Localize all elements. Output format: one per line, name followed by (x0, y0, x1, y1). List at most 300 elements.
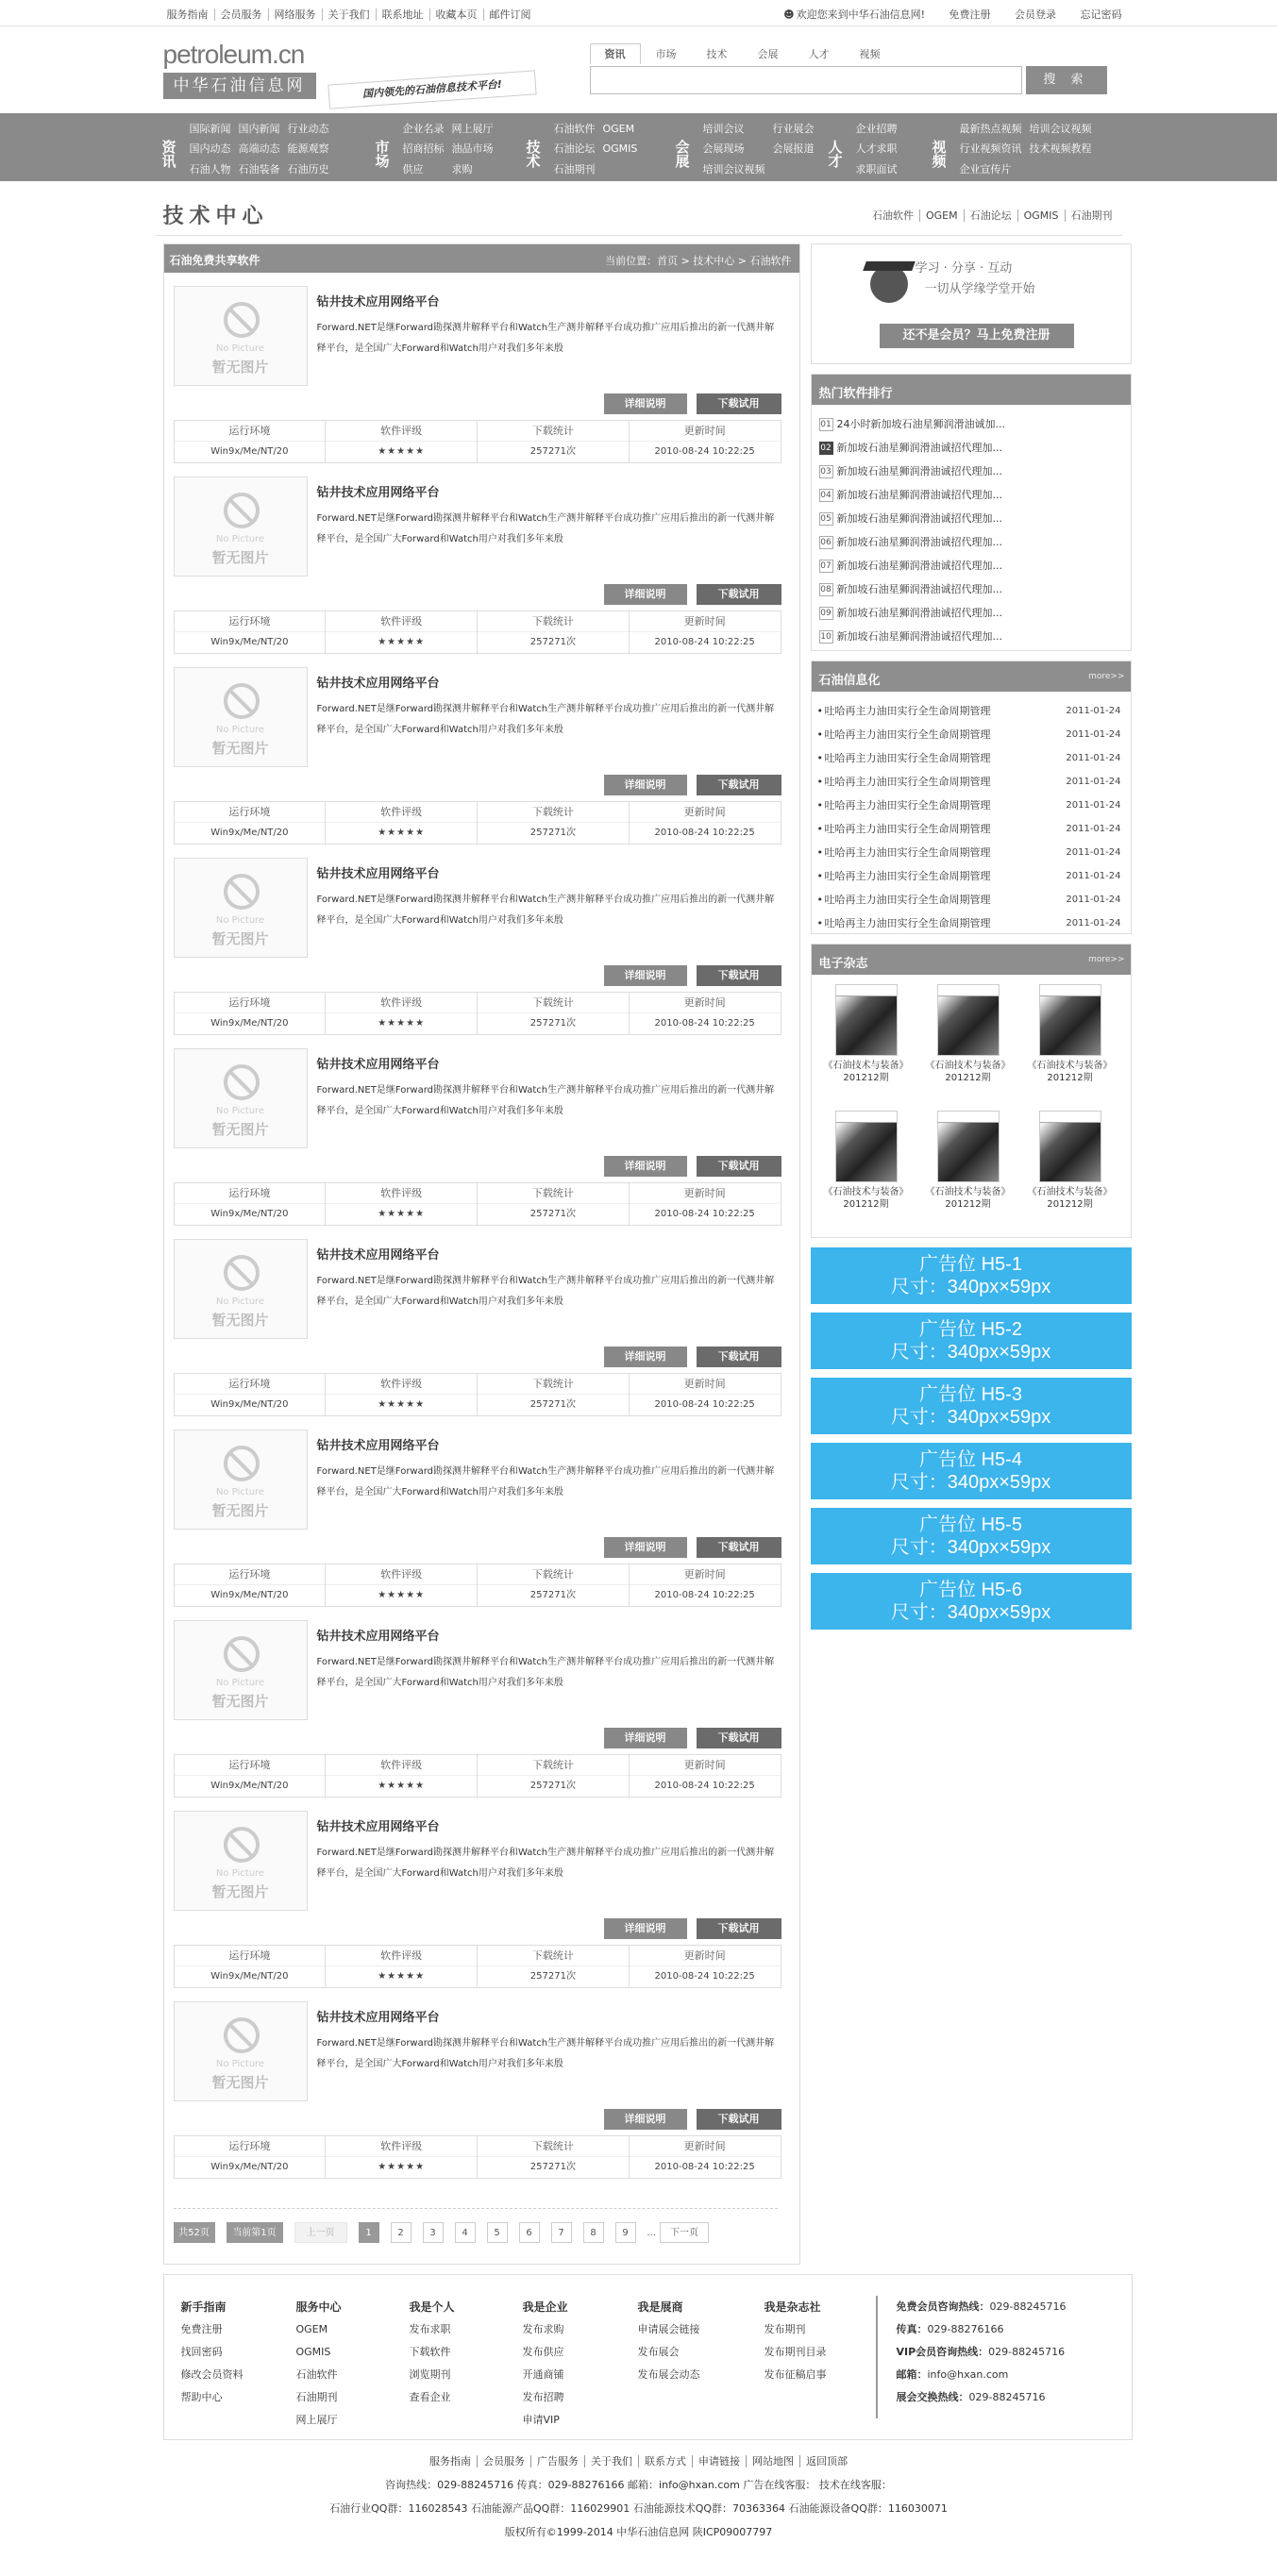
nav-link[interactable]: 企业名录 (402, 123, 445, 135)
footer-link[interactable]: 开通商铺 (522, 2368, 564, 2381)
software-desc: Forward.NET是继Forward勘探测井解释平台和Watch生产测井解释平台成功推广应用后推出的新一代测井解释平台，是全国广大Forward和Watch用户对我们多年来殷 (316, 1657, 775, 1688)
footer-link[interactable]: OGEM (295, 2323, 328, 2335)
stat-cell (478, 1755, 630, 1797)
nav-link[interactable]: 石油软件 (553, 123, 596, 135)
no-picture-thumb[interactable] (174, 1430, 308, 1530)
stat-value: Win9x/Me/NT/20 (210, 1399, 289, 1410)
download-button[interactable]: 下载试用 (697, 965, 781, 986)
contact-label: 邮箱： (896, 2368, 928, 2381)
software-title[interactable]: 钻井技术应用网络平台 (316, 1248, 440, 1263)
no-picture-thumb[interactable] (174, 477, 308, 577)
news-item[interactable] (812, 841, 1131, 864)
rating-stars: ★★★★★ (378, 1971, 426, 1982)
stat-label: 下载统计 (478, 1374, 629, 1395)
contact-row (897, 2386, 1067, 2409)
bottom-nav-link[interactable]: 会员服务 (478, 2455, 531, 2467)
software-stats (174, 992, 781, 1035)
footer-column-title: 新手指南 (180, 2300, 227, 2314)
contact-row (897, 2364, 1067, 2386)
footer-link[interactable]: 石油期刊 (295, 2391, 338, 2403)
nav-link[interactable]: 行业展会 (772, 123, 815, 135)
software-desc: Forward.NET是继Forward勘探测井解释平台和Watch生产测井解释平台成功推广应用后推出的新一代测井解释平台，是全国广大Forward和Watch用户对我们多年来殷 (316, 1276, 775, 1307)
magazine-item[interactable] (819, 1111, 914, 1233)
search-input[interactable] (590, 66, 1022, 94)
magazine-cover (1039, 1111, 1101, 1182)
rank-number: 01 (820, 420, 832, 429)
logo-cn[interactable]: 中华石油信息网 (163, 73, 316, 99)
nav-link[interactable]: 石油装备 (238, 162, 280, 176)
ad-banner[interactable] (811, 1573, 1132, 1630)
nav-link[interactable]: 最新热点视频 (959, 123, 1022, 135)
download-button[interactable]: 下载试用 (697, 393, 781, 414)
stat-cell (630, 421, 781, 462)
software-title[interactable]: 钻井技术应用网络平台 (316, 1630, 440, 1644)
stat-cell (175, 802, 327, 844)
magazine-cover (1039, 984, 1101, 1056)
rank-item[interactable] (812, 436, 1131, 460)
news-item[interactable] (812, 723, 1131, 746)
stat-cell (478, 421, 630, 462)
stat-label: 更新时间 (630, 993, 781, 1013)
nav-link[interactable]: 网上展厅 (451, 123, 494, 135)
contact-value: 029-88276166 (927, 2323, 1004, 2335)
detail-button[interactable]: 详细说明 (604, 2109, 687, 2130)
nav-link[interactable]: 石油人物 (189, 162, 231, 176)
header (156, 26, 1122, 113)
rating-stars: ★★★★★ (378, 1018, 426, 1029)
bottom-nav-link[interactable]: 返回顶部 (806, 2455, 848, 2467)
nav-link[interactable]: 培训会议视频 (1029, 123, 1092, 135)
page-number[interactable]: 3 (423, 2222, 444, 2243)
bottom-nav-link[interactable]: 广告服务 (531, 2455, 585, 2467)
bottom-nav (156, 2453, 1122, 2468)
footer-link[interactable]: 申请VIP (522, 2414, 560, 2426)
footer-column-title: 服务中心 (295, 2300, 342, 2314)
top-link[interactable]: 联系地址 (377, 8, 430, 21)
news-item[interactable] (812, 864, 1131, 888)
news-title: 吐哈再主力油田实行全生命周期管理 (824, 894, 991, 906)
page-number[interactable]: 7 (551, 2222, 572, 2243)
member-promo (811, 243, 1132, 364)
bottom-qq: 石油行业QQ群：116028543 石油能源产品QQ群：116029901 石油能源技术QQ群：70363364 石油能源设备QQ群：116030071 (329, 2502, 948, 2515)
footer-link[interactable]: 发布求购 (522, 2323, 564, 2335)
magazine-cover (835, 984, 898, 1056)
info-more-link[interactable]: more>> (1088, 672, 1125, 681)
software-title[interactable]: 钻井技术应用网络平台 (316, 295, 440, 309)
stat-value: 2010-08-24 10:22:25 (654, 1399, 755, 1410)
footer-link[interactable]: 发布求职 (409, 2323, 451, 2335)
search-button[interactable]: 搜 索 (1026, 66, 1107, 94)
stat-cell (175, 1755, 327, 1797)
nav-link[interactable]: 能源观察 (287, 142, 329, 156)
nav-link[interactable]: 石油期刊 (553, 162, 596, 176)
footer-link[interactable]: 发布期刊 (764, 2323, 806, 2335)
rating-stars: ★★★★★ (378, 1781, 426, 1791)
rank-item[interactable] (812, 530, 1131, 554)
nav-link[interactable]: 行业动态 (287, 123, 329, 135)
bottom-nav-link[interactable]: 关于我们 (585, 2455, 639, 2467)
rank-number: 08 (820, 585, 832, 594)
search-tab[interactable]: 市场 (655, 48, 677, 60)
list-header (164, 244, 799, 273)
rank-item[interactable] (812, 483, 1131, 507)
no-picture-thumb[interactable] (174, 2001, 308, 2101)
nav-link[interactable]: 石油论坛 (553, 142, 596, 156)
search-tab[interactable]: 视频 (859, 48, 881, 60)
magazine-cover (937, 984, 1000, 1056)
graduate-icon (870, 265, 908, 303)
ad-size: 尺寸：340px×59px (890, 1277, 1051, 1297)
footer-column (523, 2296, 568, 2432)
ad-banner[interactable] (811, 1508, 1132, 1564)
nav-link[interactable]: 高端动态 (238, 142, 280, 156)
software-title[interactable]: 钻井技术应用网络平台 (316, 867, 440, 881)
stat-value: 257271次 (529, 1399, 576, 1410)
rank-text: 新加坡石油星狮润滑油诚招代理加... (836, 536, 1002, 548)
ad-size: 尺寸：340px×59px (890, 1472, 1051, 1493)
software-title[interactable]: 钻井技术应用网络平台 (316, 1820, 440, 1834)
nav-group (373, 113, 494, 181)
top-link[interactable]: 邮件订阅 (489, 8, 531, 21)
software-title[interactable]: 钻井技术应用网络平台 (316, 1058, 440, 1072)
emagazine (811, 944, 1132, 1238)
stat-label: 下载统计 (478, 1564, 629, 1585)
rank-item[interactable] (812, 412, 1131, 436)
footer-link[interactable]: 修改会员资料 (180, 2368, 244, 2381)
rating-stars: ★★★★★ (378, 1399, 426, 1410)
section-tab[interactable]: OGMIS (1018, 209, 1066, 222)
software-title[interactable]: 钻井技术应用网络平台 (316, 486, 440, 500)
section-tabs (866, 208, 1118, 223)
stat-value: 257271次 (529, 1018, 576, 1029)
news-title: 吐哈再主力油田实行全生命周期管理 (824, 776, 991, 788)
news-item[interactable] (812, 888, 1131, 912)
download-button[interactable]: 下载试用 (697, 1347, 781, 1367)
footer-link[interactable]: 免费注册 (180, 2323, 223, 2335)
page-number[interactable]: 4 (455, 2222, 476, 2243)
footer-column-title: 我是杂志社 (764, 2300, 821, 2314)
stat-value: 2010-08-24 10:22:25 (654, 828, 755, 838)
news-item[interactable] (812, 770, 1131, 794)
nav-link[interactable]: 企业招聘 (855, 123, 898, 135)
no-picture-thumb[interactable] (174, 667, 308, 767)
rank-item[interactable] (812, 577, 1131, 601)
footer-link[interactable]: 发布招聘 (522, 2391, 564, 2403)
magazine-item[interactable] (819, 984, 914, 1107)
nav-link[interactable]: 行业视频资讯 (959, 142, 1022, 156)
download-button[interactable]: 下载试用 (697, 1918, 781, 1939)
stat-label: 更新时间 (630, 421, 781, 442)
prev-page-button[interactable]: 上一页 (294, 2222, 347, 2243)
stat-label: 运行环境 (175, 421, 326, 442)
forgot-link[interactable]: 忘记密码 (1080, 8, 1122, 21)
login-link[interactable]: 会员登录 (1015, 8, 1056, 21)
bottom-nav-link[interactable]: 申请链接 (693, 2455, 747, 2467)
download-button[interactable]: 下载试用 (697, 1728, 781, 1748)
top-link[interactable]: 关于我们 (323, 8, 377, 21)
news-date: 2011-01-24 (1066, 871, 1121, 881)
no-picture-thumb[interactable] (174, 1620, 308, 1720)
no-picture-text: 暂无图片 (211, 359, 269, 376)
footer-link[interactable]: OGMIS (295, 2346, 331, 2358)
news-item[interactable] (812, 746, 1131, 770)
footer-links (163, 2274, 1133, 2440)
stat-label: 更新时间 (630, 802, 781, 823)
nav-link[interactable]: 国内新闻 (238, 123, 280, 135)
no-picture-text: 暂无图片 (211, 740, 269, 757)
page-number[interactable]: 6 (519, 2222, 540, 2243)
rating-stars: ★★★★★ (378, 1590, 426, 1600)
rank-item[interactable] (812, 554, 1131, 577)
stat-cell (478, 993, 630, 1034)
rank-item[interactable] (812, 625, 1131, 648)
stat-cell (478, 802, 630, 844)
nav-link[interactable]: OGEM (602, 123, 635, 135)
software-stats (174, 1182, 781, 1226)
next-page-button[interactable]: 下一页 (660, 2222, 709, 2243)
top-link[interactable]: 服务指南 (161, 8, 215, 21)
software-item (174, 667, 780, 843)
magazine-more-link[interactable]: more>> (1088, 955, 1125, 964)
magazine-item[interactable] (1023, 984, 1117, 1107)
news-item[interactable] (812, 912, 1131, 935)
footer-link[interactable]: 申请展会链接 (637, 2323, 700, 2335)
stat-label: 运行环境 (175, 1946, 326, 1966)
rank-number: 06 (820, 538, 832, 547)
no-picture-text: 暂无图片 (211, 1502, 269, 1519)
no-picture-thumb[interactable] (174, 1811, 308, 1911)
software-item (174, 1620, 780, 1796)
nav-link[interactable]: 培训会议 (702, 123, 745, 135)
stat-value: 257271次 (529, 1209, 576, 1219)
detail-button[interactable]: 详细说明 (604, 1537, 687, 1558)
stat-label: 软件评级 (326, 1183, 477, 1204)
stat-cell (326, 611, 478, 653)
nav-link[interactable]: 招商招标 (402, 142, 445, 156)
news-date: 2011-01-24 (1066, 847, 1121, 858)
stat-cell (630, 993, 781, 1034)
search-tab[interactable]: 技术 (706, 48, 728, 60)
stat-label: 软件评级 (326, 1946, 477, 1966)
stat-label: 更新时间 (630, 1374, 781, 1395)
section-tab[interactable]: 石油论坛 (965, 209, 1018, 222)
download-button[interactable]: 下载试用 (697, 1537, 781, 1558)
nav-group-title: 人才 (826, 140, 844, 168)
search-tab[interactable]: 资讯 (590, 43, 641, 64)
stat-label: 更新时间 (630, 1564, 781, 1585)
nav-link[interactable]: 国内动态 (189, 142, 231, 156)
register-link[interactable]: 免费注册 (949, 8, 991, 21)
detail-button[interactable]: 详细说明 (604, 1156, 687, 1177)
stat-cell (478, 1564, 630, 1606)
detail-button[interactable]: 详细说明 (604, 584, 687, 605)
nav-link[interactable]: 会展报道 (772, 142, 815, 156)
rank-item[interactable] (812, 507, 1131, 530)
footer-column (296, 2296, 342, 2432)
footer-link[interactable]: 发布征稿启事 (764, 2368, 827, 2381)
magazine-item[interactable] (1023, 1111, 1117, 1233)
nav-group-items (856, 113, 898, 181)
no-picture-icon (224, 1827, 260, 1863)
news-date: 2011-01-24 (1066, 753, 1121, 763)
news-item[interactable] (812, 817, 1131, 841)
no-picture-icon (224, 2017, 260, 2053)
top-link[interactable]: 会员服务 (215, 8, 269, 21)
ad-name: 广告位 H5-1 (919, 1254, 1022, 1275)
stat-label: 下载统计 (478, 993, 629, 1013)
no-picture-text: 暂无图片 (211, 2074, 269, 2091)
software-stats (174, 420, 781, 463)
no-picture-label: No Picture (215, 2059, 265, 2069)
member-register-button[interactable]: 还不是会员？马上免费注册 (880, 324, 1074, 348)
contact-label: 免费会员咨询热线： (896, 2300, 990, 2313)
detail-button[interactable]: 详细说明 (604, 393, 687, 414)
ad-banner[interactable] (811, 1313, 1132, 1369)
section-tab[interactable]: OGEM (920, 209, 965, 222)
ad-banner[interactable] (811, 1378, 1132, 1434)
nav-link[interactable]: 会展现场 (702, 142, 745, 156)
nav-link[interactable]: 油品市场 (451, 142, 494, 156)
page-number[interactable]: 1 (359, 2222, 379, 2243)
bottom-nav-link[interactable]: 网站地图 (747, 2455, 800, 2467)
detail-button[interactable]: 详细说明 (604, 775, 687, 795)
footer-link[interactable]: 发布期刊目录 (764, 2346, 827, 2358)
download-button[interactable]: 下载试用 (697, 775, 781, 795)
footer-link[interactable]: 浏览期刊 (409, 2368, 451, 2381)
stat-cell (326, 1755, 478, 1797)
member-line1: 学习 · 分享 · 互动 (915, 261, 1013, 276)
footer-link[interactable]: 帮助中心 (180, 2391, 223, 2403)
download-button[interactable]: 下载试用 (697, 2109, 781, 2130)
nav-link[interactable]: 求职面试 (855, 162, 898, 176)
stat-value: 2010-08-24 10:22:25 (654, 1971, 755, 1982)
rating-stars: ★★★★★ (378, 446, 426, 457)
no-picture-text: 暂无图片 (211, 1693, 269, 1710)
nav-link[interactable]: 培训会议视频 (702, 162, 765, 176)
detail-button[interactable]: 详细说明 (604, 1728, 687, 1748)
top-right (783, 7, 1121, 22)
download-button[interactable]: 下载试用 (697, 1156, 781, 1177)
rank-item[interactable] (812, 601, 1131, 625)
no-picture-thumb[interactable] (174, 1048, 308, 1148)
stat-label: 运行环境 (175, 611, 326, 632)
stat-cell (478, 1374, 630, 1415)
nav-group-items (554, 113, 638, 181)
rank-text: 新加坡石油星狮润滑油诚招代理加... (836, 442, 1002, 454)
no-picture-thumb[interactable] (174, 858, 308, 958)
contact-label: 传真： (896, 2323, 928, 2335)
detail-button[interactable]: 详细说明 (604, 1347, 687, 1367)
rating-stars: ★★★★★ (378, 1209, 426, 1219)
bottom-nav-link[interactable]: 联系方式 (639, 2455, 693, 2467)
stat-cell (326, 1374, 478, 1415)
hot-software (811, 374, 1132, 651)
software-stats (174, 1564, 781, 1607)
news-title: 吐哈再主力油田实行全生命周期管理 (824, 728, 991, 741)
stat-cell (326, 2136, 478, 2178)
nav-link[interactable]: 石油历史 (287, 162, 329, 176)
search-tab[interactable]: 会展 (757, 48, 779, 60)
page-number[interactable]: 8 (583, 2222, 604, 2243)
section-tab[interactable]: 石油期刊 (1070, 209, 1113, 222)
search-tab[interactable]: 人才 (808, 48, 830, 60)
footer-link[interactable]: 网上展厅 (295, 2414, 338, 2426)
nav-group (826, 113, 898, 181)
no-picture-thumb[interactable] (174, 286, 308, 386)
software-title[interactable]: 钻井技术应用网络平台 (316, 2011, 440, 2025)
stat-label: 更新时间 (630, 611, 781, 632)
top-link[interactable]: 收藏本页 (430, 8, 484, 21)
page-number[interactable]: 5 (487, 2222, 508, 2243)
nav-link[interactable]: 国际新闻 (189, 123, 231, 135)
rank-item[interactable] (812, 460, 1131, 483)
no-picture-icon (224, 1636, 260, 1672)
ad-name: 广告位 H5-3 (919, 1384, 1022, 1405)
download-button[interactable]: 下载试用 (697, 584, 781, 605)
page-number[interactable]: 9 (615, 2222, 636, 2243)
stat-label: 运行环境 (175, 1755, 326, 1776)
news-date: 2011-01-24 (1066, 800, 1121, 811)
nav-link[interactable]: 求购 (451, 162, 473, 176)
software-item (174, 477, 780, 652)
footer-link[interactable]: 石油软件 (295, 2368, 338, 2381)
stat-cell (175, 1374, 327, 1415)
bottom-nav-link[interactable]: 服务指南 (424, 2455, 478, 2467)
detail-button[interactable]: 详细说明 (604, 965, 687, 986)
magazine-cover (937, 1111, 1000, 1182)
footer-link[interactable]: 发布展会 (637, 2346, 680, 2358)
rank-number: 10 (820, 632, 832, 642)
stat-cell (326, 1564, 478, 1606)
footer-link[interactable]: 下载软件 (409, 2346, 451, 2358)
footer-link[interactable]: 找回密码 (180, 2346, 223, 2358)
nav-link[interactable]: OGMIS (602, 142, 638, 156)
info-news (811, 661, 1132, 934)
stat-label: 下载统计 (478, 611, 629, 632)
software-desc: Forward.NET是继Forward勘探测井解释平台和Watch生产测井解释平台成功推广应用后推出的新一代测井解释平台，是全国广大Forward和Watch用户对我们多年来殷 (316, 513, 775, 544)
no-picture-label: No Picture (215, 534, 265, 544)
nav-link[interactable]: 供应 (402, 162, 424, 176)
software-title[interactable]: 钻井技术应用网络平台 (316, 1439, 440, 1453)
rank-text: 新加坡石油星狮润滑油诚招代理加... (836, 560, 1002, 572)
footer-link[interactable]: 查看企业 (409, 2391, 451, 2403)
page-number[interactable]: 2 (391, 2222, 412, 2243)
top-link[interactable]: 网络服务 (269, 8, 323, 21)
magazine-item[interactable] (921, 1111, 1016, 1233)
section-tab[interactable]: 石油软件 (866, 209, 920, 222)
nav-link[interactable]: 企业宣传片 (959, 162, 1012, 176)
footer-link[interactable]: 发布展会动态 (637, 2368, 700, 2381)
nav-link[interactable]: 人才求职 (855, 142, 898, 156)
detail-button[interactable]: 详细说明 (604, 1918, 687, 1939)
logo-en[interactable]: petroleum.cn (162, 40, 305, 69)
magazine-caption: 《石油技术与装备》201212期 (1027, 1061, 1113, 1083)
magazine-item[interactable] (921, 984, 1016, 1107)
nav-link[interactable]: 技术视频教程 (1029, 142, 1092, 156)
software-title[interactable]: 钻井技术应用网络平台 (316, 677, 440, 691)
news-date: 2011-01-24 (1066, 777, 1121, 787)
news-item[interactable] (812, 794, 1131, 817)
footer-link[interactable]: 发布供应 (522, 2346, 564, 2358)
ad-banner[interactable] (811, 1443, 1132, 1499)
ad-banner[interactable] (811, 1247, 1132, 1304)
stat-cell (175, 993, 327, 1034)
no-picture-thumb[interactable] (174, 1239, 308, 1339)
news-item[interactable] (812, 699, 1131, 723)
stat-cell (630, 611, 781, 653)
software-stats (174, 1373, 781, 1416)
stat-label: 更新时间 (630, 1755, 781, 1776)
